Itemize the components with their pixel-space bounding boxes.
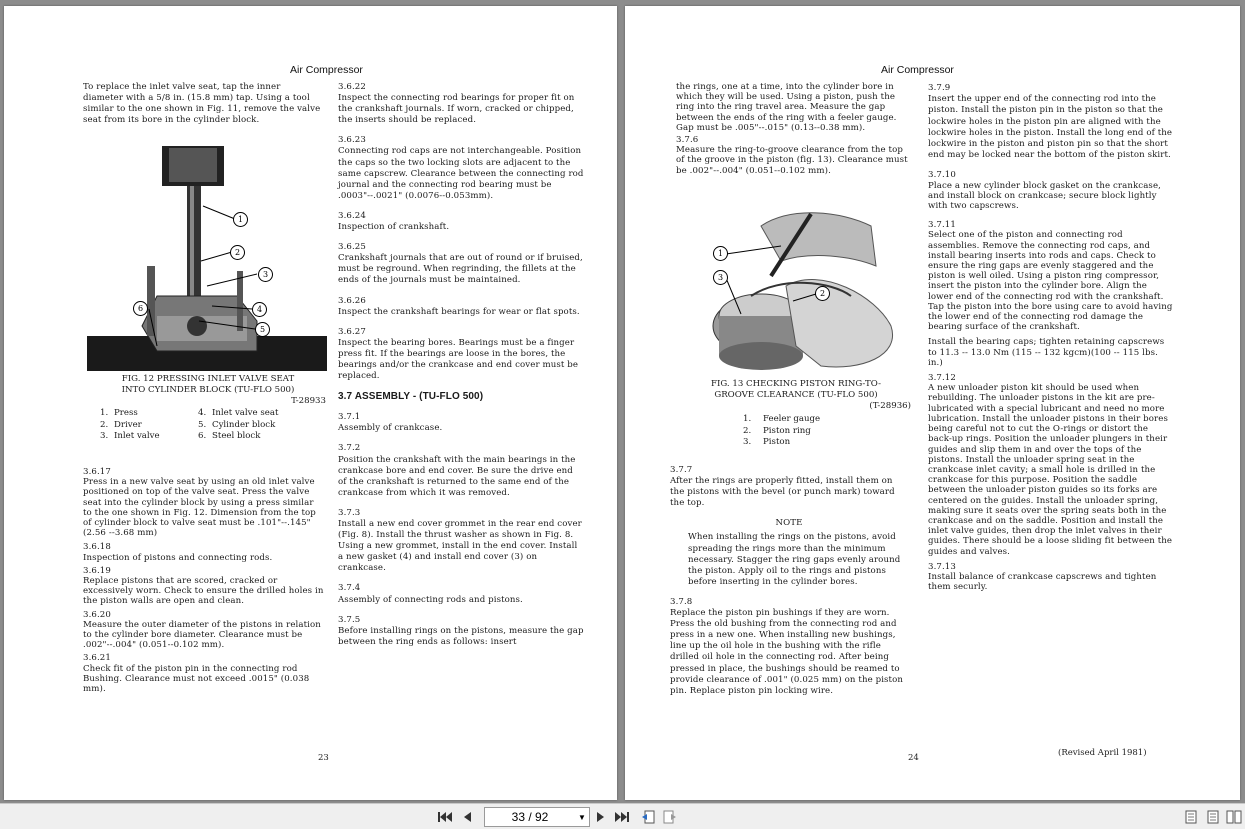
section-number: 3.7.1 (338, 412, 361, 423)
legend-text: Press (114, 408, 138, 418)
section-3-6-23 (338, 135, 584, 202)
legend-text: Piston (763, 437, 791, 447)
section-text: Assembly of crankcase. (338, 423, 443, 434)
section-text: Crankshaft journals that are out of round or if bruised, must be reground. When regrinding, the fillets at the ends of the journals must be maintained. (338, 253, 583, 286)
bearing-caps-paragraph (928, 337, 1174, 368)
legend-text: Cylinder block (212, 419, 276, 430)
section-3-7-1 (338, 412, 584, 434)
section-number: 3.6.19 (83, 565, 111, 576)
section-text: Place a new cylinder block gasket on the crankcase, and install block on crankcase; secure block lightly with two capscrews. (928, 180, 1161, 212)
section-number: 3.7.13 (928, 561, 956, 572)
figure-13-caption-line1: FIG. 13 CHECKING PISTON RING-TO- (711, 379, 881, 389)
callout-1: 1 (233, 212, 248, 227)
figure-13-legend (743, 414, 863, 449)
page-indicator: 33 / 92 (511, 810, 549, 824)
section-3-7-5 (338, 615, 584, 648)
section-3-6-26 (338, 296, 584, 318)
legend-text: Inlet valve seat (212, 408, 279, 418)
section-3-6-24 (338, 211, 584, 233)
right-col2 (928, 83, 1174, 601)
legend-text: Piston ring (763, 425, 811, 436)
section-text: Assembly of connecting rods and pistons. (338, 594, 523, 605)
figure-12-legend (100, 408, 330, 443)
first-page-icon[interactable] (437, 809, 453, 825)
section-3-6-22 (338, 82, 584, 126)
legend-num: 3. (743, 437, 752, 447)
page-header: Air Compressor (881, 64, 954, 76)
section-3-7-3 (338, 508, 584, 575)
section-3-7-6 (676, 135, 912, 176)
section-text: Install balance of crankcase capscrews and tighten them securly. (928, 571, 1157, 593)
section-number: 3.7.2 (338, 443, 361, 454)
section-text: Inspection of crankshaft. (338, 222, 450, 233)
figure-13-image (701, 206, 916, 378)
revised-note: (Revised April 1981) (1058, 748, 1147, 758)
legend-num: 2. (100, 419, 109, 430)
section-number: 3.6.24 (338, 210, 366, 221)
section-3-7-11 (928, 220, 1174, 332)
section-text: Position the crankshaft with the main bearings in the crankcase bore and end cover. Be sure the drive end of the crankshaft is returned to the same end of the crankcase from which it was removed. (338, 454, 576, 498)
figure-12-caption-line2: INTO CYLINDER BLOCK (TU-FLO 500) (121, 385, 295, 395)
legend-num: 2. (743, 425, 752, 436)
section-text: Inspect the crankshaft bearings for wear or flat spots. (338, 306, 580, 317)
section-number: 3.7.3 (338, 507, 361, 518)
figure-12-caption (90, 374, 326, 407)
legend-num: 3. (100, 431, 109, 441)
legend-text: Driver (114, 419, 142, 430)
next-page-icon[interactable] (594, 809, 608, 825)
section-number: 3.7.7 (670, 465, 693, 475)
left-page (4, 6, 617, 800)
section-text: Insert the upper end of the connecting rod into the piston. Install the piston pin in the piston so that the lockwire holes in the piston pin are aligned with the lockwire holes in the piston. Install the long end of the lockwire in the piston and piston pin so that the short end may be locked near the bottom of the piston skirt. (928, 94, 1173, 161)
section-text: Replace the piston pin bushings if they are worn. Press the old bushing from the connecting rod and press in a new one. When installing new bushings, line up the oil hole in the bushing with the rifle drilled oil hole in the connecting rod. After being pressed in place, the bushings should be reamed to provide clearance of .001" (0.025 mm) on the piston pin. Replace piston pin locking wire. (670, 608, 904, 696)
section-number: 3.7.6 (676, 135, 699, 146)
section-number: 3.7.8 (670, 596, 693, 607)
left-col2 (338, 82, 584, 657)
figure-12-caption-line1: FIG. 12 PRESSING INLET VALVE SEAT (121, 374, 295, 384)
section-3-7-10 (928, 170, 1174, 211)
section-3-7-7 (670, 465, 908, 509)
right-col1-top (676, 82, 912, 185)
go-back-icon[interactable] (640, 809, 656, 825)
section-3-7-4 (338, 583, 584, 605)
callout-4: 4 (252, 302, 267, 317)
section-text: Measure the ring-to-groove clearance from the top of the groove in the piston (fig. 13). Clearance must be .002"--.004" (0.051--0.102 mm). (676, 145, 908, 176)
single-page-view-icon[interactable] (1184, 809, 1198, 825)
page-number: 24 (908, 753, 919, 763)
section-3-6-20 (83, 610, 325, 651)
prev-page-icon[interactable] (460, 809, 474, 825)
section-text: Before installing rings on the pistons, measure the gap between the ring ends as follows: insert (338, 625, 584, 647)
figure-13-caption-line2: GROOVE CLEARANCE (TU-FLO 500) (714, 390, 878, 400)
callout-5: 5 (255, 322, 270, 337)
section-number: 3.6.18 (83, 542, 111, 553)
legend-num: 6. (198, 431, 207, 441)
section-text: Select one of the piston and connecting rod assemblies. Remove the connecting rod caps, and install bearing inserts into rods and caps. Check to ensure the ring gaps are evenly staggered and the piston is well oiled. Using a piston ring compressor, insert the piston into the cylinder bore. Align the lower end of the connecting rod with the crankshaft. Tap the piston into the bore using care to avoid having the lower end of the connecting rod damage the bearing surface of the crankshaft. (928, 230, 1173, 333)
section-3-7-8 (670, 597, 908, 697)
section-number: 3.7.9 (928, 83, 951, 93)
section-number: 3.6.27 (338, 326, 366, 337)
figure-12-image (87, 146, 327, 371)
section-3-7-13 (928, 562, 1174, 593)
page-number: 23 (318, 753, 329, 763)
figure-13-caption (681, 379, 911, 412)
section-3-6-27 (338, 327, 584, 382)
legend-text: Feeler gauge (763, 414, 821, 424)
legend-num: 1. (743, 414, 752, 424)
right-page (625, 6, 1240, 800)
callout-3: 3 (258, 267, 273, 282)
left-col1-sections (83, 467, 325, 694)
section-3-6-25 (338, 242, 584, 286)
legend-num: 5. (198, 419, 207, 430)
section-number: 3.7.12 (928, 373, 956, 384)
section-text: Inspection of pistons and connecting rods. (83, 552, 273, 563)
go-forward-icon[interactable] (662, 809, 678, 825)
section-3-7-9 (928, 83, 1174, 161)
section-text: Replace pistons that are scored, cracked or excessively worn. Check to ensure the drilled holes in the piston walls are open and clean. (83, 576, 324, 607)
assembly-heading: 3.7 ASSEMBLY - (TU-FLO 500) (338, 391, 484, 403)
section-number: 3.6.17 (83, 467, 111, 477)
section-text: After the rings are properly fitted, install them on the pistons with the bevel (or punch mark) toward the top. (670, 476, 895, 509)
ring-gap-paragraph: the rings, one at a time, into the cylinder bore in which they will be used. Using a piston, push the ring into the ring travel area. Measure the gap between the ends of the ring with a feeler gauge. Gap must be .005"--.015" (0.13--0.38 mm). (676, 82, 897, 133)
last-page-icon[interactable] (614, 809, 630, 825)
section-number: 3.6.22 (338, 82, 366, 92)
two-page-view-icon[interactable] (1206, 809, 1220, 825)
section-text: Check fit of the piston pin in the connecting rod Bushing. Clearance must not exceed .0015" (0.038 mm). (83, 663, 310, 695)
legend-text: Inlet valve (114, 431, 160, 441)
section-3-6-21 (83, 653, 325, 694)
section-3-7-2 (338, 443, 584, 498)
legend-num: 4. (198, 408, 207, 418)
left-col1-intro (83, 82, 323, 135)
section-number: 3.7.10 (928, 170, 956, 181)
chevron-down-icon: ▼ (578, 812, 586, 822)
page-number-select[interactable] (484, 807, 590, 827)
section-3-6-17 (83, 467, 325, 538)
figure-13-code: (T-28936) (869, 401, 911, 411)
section-3-7-12 (928, 373, 1174, 557)
figure-12-code: T-28933 (291, 396, 326, 406)
section-number: 3.7.5 (338, 614, 361, 625)
section-3-6-18 (83, 542, 325, 562)
intro-paragraph: To replace the inlet valve seat, tap the inner diameter with a 5/8 in. (15.8 mm) tap. Using a tool similar to the one shown in Fig. 11, remove the valve seat from its bore in the cylinder block. (83, 82, 321, 126)
section-text: Inspect the bearing bores. Bearings must be a finger press fit. If the bearings are loose in the bores, the bearings and/or the crankcase and end cover must be replaced. (338, 337, 579, 382)
callout-2: 2 (230, 245, 245, 260)
section-number: 3.6.23 (338, 135, 366, 146)
callout-3: 3 (713, 270, 728, 285)
section-number: 3.6.20 (83, 609, 111, 620)
section-number: 3.7.4 (338, 583, 361, 594)
section-text: Connecting rod caps are not interchangeable. Position the caps so the two locking slots are adjacent to the same capscrew. Clearance between the connecting rod journal and the connecting rod bearing must be .0003"--.0021" (0.0076--0.053mm). (338, 146, 584, 201)
legend-text: Steel block (212, 431, 261, 441)
legend-num: 1. (100, 408, 109, 418)
callout-2: 2 (815, 286, 830, 301)
section-text: Install the bearing caps; tighten retaining capscrews to 11.3 -- 13.0 Nm (115 -- 132 kgcm)(100 -- 115 lbs. in.) (928, 337, 1165, 368)
section-text: Install a new end cover grommet in the rear end cover (Fig. 8). Install the thrust washer as shown in Fig. 8. Using a new grommet, install in the end cover. Install a new gasket (4) and install end cover (3) on crankcase. (338, 519, 582, 574)
section-text: Measure the outer diameter of the pistons in relation to the cylinder bore diameter. Clearance must be .002"--.004" (0.051--0.102 mm). (83, 619, 321, 651)
callout-6: 6 (133, 301, 148, 316)
note-text: When installing the rings on the pistons, avoid spreading the rings more than the minimum necessary. Stagger the ring gaps evenly around the piston. Apply oil to the rings and pistons before inserting in the cylinder bores. (688, 532, 901, 587)
book-view-icon[interactable] (1226, 809, 1242, 825)
callout-1: 1 (713, 246, 728, 261)
section-text: Inspect the connecting rod bearings for proper fit on the crankshaft journals. If worn, cracked or chipped, the inserts should be replaced. (338, 93, 575, 126)
viewer-toolbar (0, 803, 1245, 829)
right-col1-bottom (670, 465, 908, 706)
section-text: Press in a new valve seat by using an old inlet valve positioned on top of the valve seat. Press the valve seat into the cylinder block by using a press similar to the one shown in Fig. 12. Dimension from the top of cylinder block to valve seat must be .101"--.145" (2.56 --3.68 mm) (83, 477, 316, 539)
section-number: 3.6.26 (338, 295, 366, 306)
page-header: Air Compressor (290, 64, 363, 76)
section-number: 3.6.25 (338, 242, 366, 253)
note-title: NOTE (775, 518, 803, 529)
section-text: A new unloader piston kit should be used when rebuilding. The unloader pistons in the kit are pre-lubricated with a special lubricant and need no more lubrication. Install the unloader pistons in their bores being careful not to cut the O-rings or distort the back-up rings. Position the unloader plungers in their guides and slip them in and over the tops of the pistons. Install the unloader spring seat in the crankcase inlet cavity; a small hole is drilled in the crankcase for this purpose. Position the saddle between the unloader piston guides so its forks are centered on the guides. Install the unloader spring, making sure it seats over the spring seats both in the crankcase and on the saddle. Position and install the inlet valve guides, then drop the inlet valves in their guides. There should be a loose sliding fit between the guides and valves. (928, 383, 1173, 557)
section-3-6-19 (83, 566, 325, 607)
section-number: 3.6.21 (83, 653, 111, 664)
section-number: 3.7.11 (928, 220, 956, 231)
